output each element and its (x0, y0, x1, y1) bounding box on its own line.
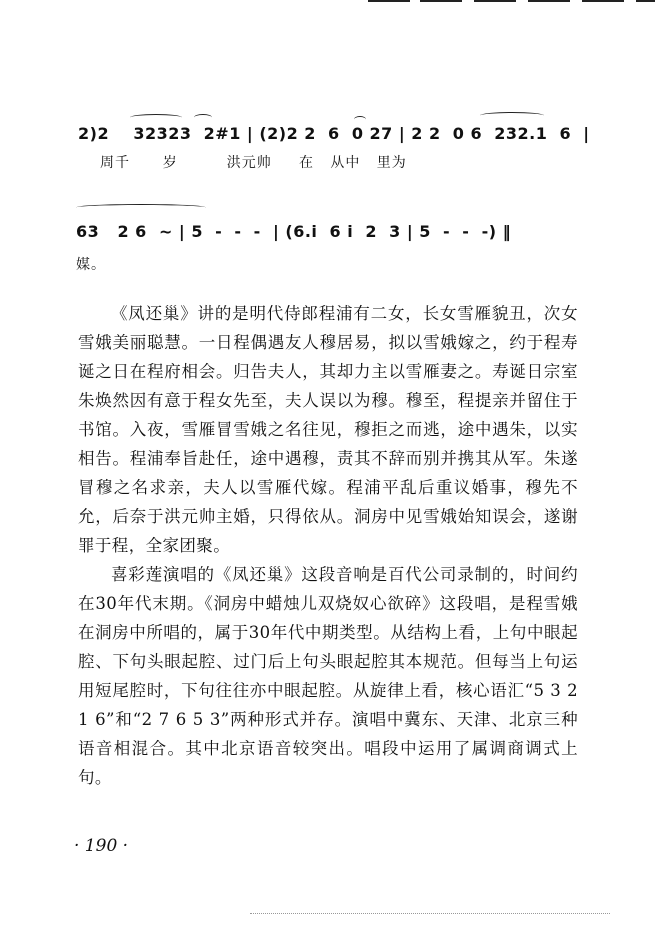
slur (480, 112, 544, 119)
top-rule (420, 0, 462, 2)
slur (354, 116, 366, 123)
top-rule (528, 0, 570, 2)
notation-line-2: 63 2 6 ~ | 5 - - - | (6.i 6 i 2 3 | 5 - - -) ‖ (76, 222, 512, 241)
page-number: · 190 · (74, 836, 129, 856)
notation-line-1: 2)2 32323 2#1 | (2)2 2 6 0 27 | 2 2 0 6 232.1 6 | (78, 124, 590, 143)
top-rule (368, 0, 410, 2)
lyrics-line-1: 周千 岁 洪元帅 在 从中 里为 (100, 155, 407, 171)
top-rule (582, 0, 624, 2)
slur (130, 114, 182, 121)
top-rule (636, 0, 655, 2)
lyrics-line-2: 媒。 (76, 257, 106, 273)
scan-specks (250, 913, 610, 920)
slur (194, 114, 212, 121)
paragraph: 喜彩莲演唱的《凤还巢》这段音响是百代公司录制的，时间约在30年代末期。《洞房中蜡烛儿双烧奴心欲碎》这段唱，是程雪娥在洞房中所唱的，属于30年代中期类型。从结构上看，上句中眼起腔、下句头眼起腔、过门后上句头眼起腔其本规范。但每当上句运用短尾腔时，下句往往亦中眼起腔。从旋律上看，核心语汇“5 3 2 1 6”和“2 7 6 5 3”两种形式并存。演唱中冀东、天津、北京三种语音相混合。其中北京语音较突出。唱段中运用了属调商调式上句。 (78, 565, 578, 787)
top-rule (474, 0, 516, 2)
slur (76, 204, 206, 211)
paragraph: 《凤还巢》讲的是明代侍郎程浦有二女，长女雪雁貌丑，次女雪娥美丽聪慧。一日程偶遇友人穆居易，拟以雪娥嫁之，约于程寿诞之日在程府相会。归告夫人，其却力主以雪雁妻之。寿诞日宗室朱焕然因有意于程女先至，夫人误以为穆。穆至，程提亲并留住于书馆。入夜，雪雁冒雪娥之名往见，穆拒之而逃，途中遇朱，以实相告。程浦奉旨赴任，途中遇穆，责其不辞而别并携其从军。朱遂冒穆之名求亲，夫人以雪雁代嫁。程浦平乱后重议婚事，穆先不允，后奈于洪元帅主婚，只得依从。洞房中见雪娥始知误会，遂谢罪于程，全家团聚。 (78, 304, 578, 555)
body-text (78, 299, 578, 792)
